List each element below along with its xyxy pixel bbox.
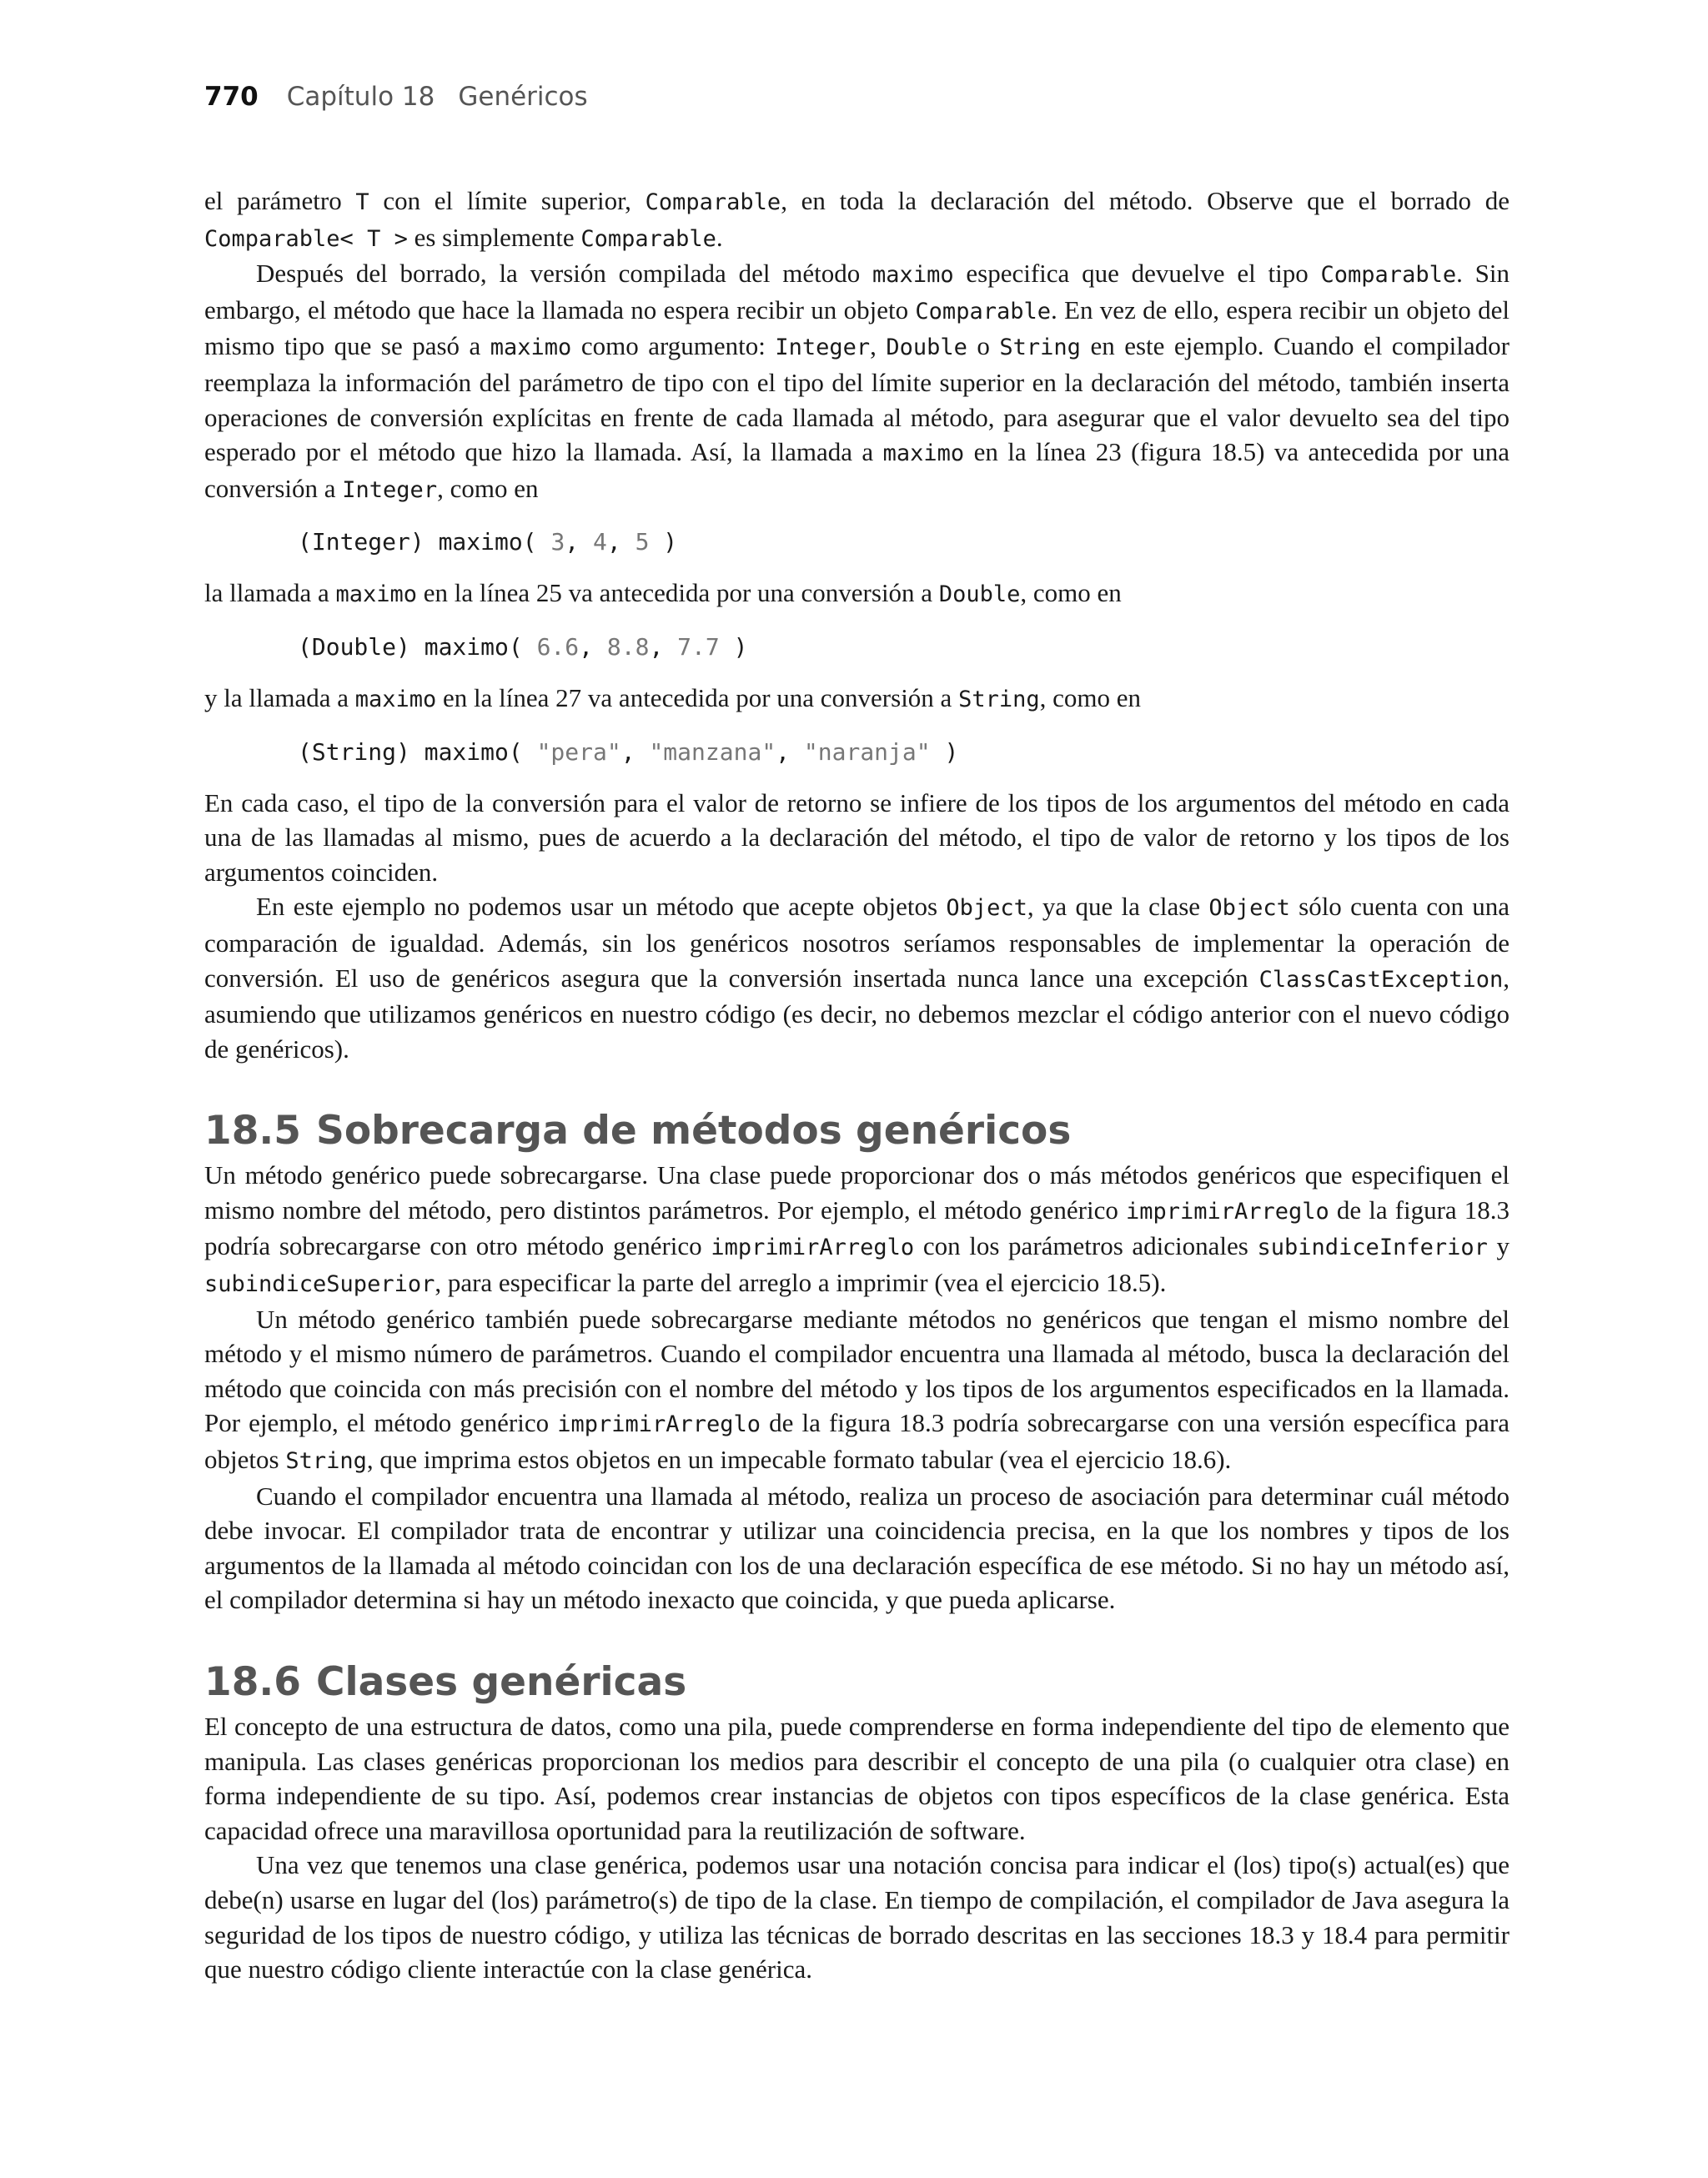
running-header (204, 82, 588, 112)
inline-code: subindiceInferior (1257, 1235, 1488, 1261)
inline-code: maximo (872, 262, 954, 289)
inline-code: imprimirArreglo (557, 1411, 761, 1438)
paragraph: el parámetro T con el límite superior, Comparable, en toda la declaración del método. Observe que el borrado de Comparable< T > es simplemente Comparable. (204, 186, 1510, 252)
paragraph: Después del borrado, la versión compilada del método maximo especifica que devuelve el tipo Comparable. Sin embargo, el método que hace la llamada no espera recibir un objeto Comparable. En vez de ello, espera recibir un objeto del mismo tipo que se pasó a maximo como argumento: Integer, Double o String en este ejemplo. Cuando el compilador reemplaza la información del parámetro de tipo con el tipo del límite superior en la declaración del método, también inserta operaciones de conversión explícitas en frente de cada llamada al método, para asegurar que el valor devuelto sea del tipo esperado por el método que hizo la llamada. Así, la llamada a maximo en la línea 23 (figura 18.5) va antecedida por una conversión a Integer, como en (204, 259, 1510, 503)
inline-code: maximo (335, 581, 418, 608)
chapter-title: Genéricos (458, 82, 588, 112)
inline-code: imprimirArreglo (1125, 1198, 1329, 1225)
section-heading-18-6: 18.6 Clases genéricas (204, 1659, 687, 1705)
inline-code: Comparable (915, 298, 1051, 324)
page-body (204, 184, 1510, 1987)
paragraph: la llamada a maximo en la línea 25 va antecedida por una conversión a Double, como en (204, 578, 1122, 608)
inline-code: Object (1208, 895, 1290, 922)
inline-code: Integer (775, 334, 871, 361)
inline-code: Comparable (645, 189, 781, 215)
inline-code: Comparable (580, 225, 716, 252)
code-example: (String) maximo( "pera", "manzana", "naranja" ) (298, 737, 959, 766)
inline-code: Double (886, 334, 967, 361)
section-heading-18-5: 18.5 Sobrecarga de métodos genéricos (204, 1108, 1072, 1154)
inline-code: maximo (354, 686, 437, 712)
inline-code: maximo (490, 334, 572, 361)
inline-code: Integer (342, 476, 438, 503)
paragraph: Un método genérico puede sobrecargarse. Una clase puede proporcionar dos o más métodos genéricos que especifiquen el mismo nombre del método, pero distintos parámetros. Por ejemplo, el método genérico imprimirArreglo de la figura 18.3 podría sobrecargarse con otro método genérico imprimirArreglo con los parámetros adicionales subindiceInferior y subindiceSuperior, para especificar la parte del arreglo a imprimir (vea el ejercicio 18.5). (204, 1160, 1510, 1298)
inline-code: String (958, 686, 1040, 712)
code-example: (Integer) maximo( 3, 4, 5 ) (298, 528, 678, 556)
paragraph: y la llamada a maximo en la línea 27 va antecedida por una conversión a String, como en (204, 682, 1142, 712)
inline-code: String (999, 334, 1081, 361)
inline-code: Double (938, 581, 1021, 608)
page-number: 770 (204, 82, 259, 112)
paragraph: Un método genérico también puede sobrecargarse mediante métodos no genéricos que tengan el mismo nombre del método y el mismo número de parámetros. Cuando el compilador encuentra una llamada al método, busca la declaración del método que coincida con más precisión con el nombre del método y los tipos de los argumentos especificados en la llamada. Por ejemplo, el método genérico imprimirArreglo de la figura 18.3 podría sobrecargarse con una versión específica para objetos String, que imprima estos objetos en un impecable formato tabular (vea el ejercicio 18.6). (204, 1304, 1510, 1475)
paragraph: En este ejemplo no podemos usar un método que acepte objetos Object, ya que la clase Object sólo cuenta con una comparación de igualdad. Además, sin los genéricos nosotros seríamos responsables de implementar la operación de conversión. El uso de genéricos asegura que la conversión insertada nunca lance una excepción ClassCastException, asumiendo que utilizamos genéricos en nuestro código (es decir, no debemos mezclar el código anterior con el nuevo código de genéricos). (204, 892, 1510, 1064)
inline-code: subindiceSuperior (204, 1271, 435, 1298)
inline-code: Object (946, 895, 1027, 922)
paragraph: Cuando el compilador encuentra una llamada al método, realiza un proceso de asociación para determinar cuál método debe invocar. El compilador trata de encontrar y utilizar una coincidencia precisa, en la que los nombres y tipos de los argumentos de la llamada al método coincidan con los de una declaración específica de ese método. Si no hay un método así, el compilador determina si hay un método inexacto que coincida, y que pueda aplicarse. (204, 1481, 1510, 1615)
paragraph: El concepto de una estructura de datos, como una pila, puede comprenderse en forma independiente del tipo de elemento que manipula. Las clases genéricas proporcionan los medios para describir el concepto de una pila (o cualquier otra clase) en forma independiente de su tipo. Así, podemos crear instancias de objetos con tipos específicos de la clase genérica. Esta capacidad ofrece una maravillosa oportunidad para la reutilización de software. (204, 1712, 1510, 1845)
inline-code: imprimirArreglo (711, 1235, 915, 1261)
inline-code: maximo (882, 440, 965, 467)
paragraph: En cada caso, el tipo de la conversión para el valor de retorno se infiere de los tipos de los argumentos del método en cada una de las llamadas al mismo, pues de acuerdo a la declaración del método, el tipo de valor de retorno y los tipos de los argumentos coinciden. (204, 787, 1510, 887)
code-example: (Double) maximo( 6.6, 8.8, 7.7 ) (298, 632, 748, 661)
chapter-label: Capítulo 18 (286, 82, 435, 112)
inline-code: String (285, 1448, 367, 1475)
inline-code: Comparable (1320, 262, 1457, 289)
inline-code: Comparable< T > (204, 225, 408, 252)
inline-code: ClassCastException (1258, 966, 1504, 993)
paragraph: Una vez que tenemos una clase genérica, podemos usar una notación concisa para indicar el (los) tipo(s) actual(es) que debe(n) usarse en lugar del (los) parámetro(s) de tipo de la clase. En tiempo de compilación, el compilador de Java asegura la seguridad de los tipos de nuestro código, y utiliza las técnicas de borrado descritas en las secciones 18.3 y 18.4 para permitir que nuestro código cliente interactúe con la clase genérica. (204, 1850, 1510, 1984)
inline-code: T (355, 189, 369, 215)
